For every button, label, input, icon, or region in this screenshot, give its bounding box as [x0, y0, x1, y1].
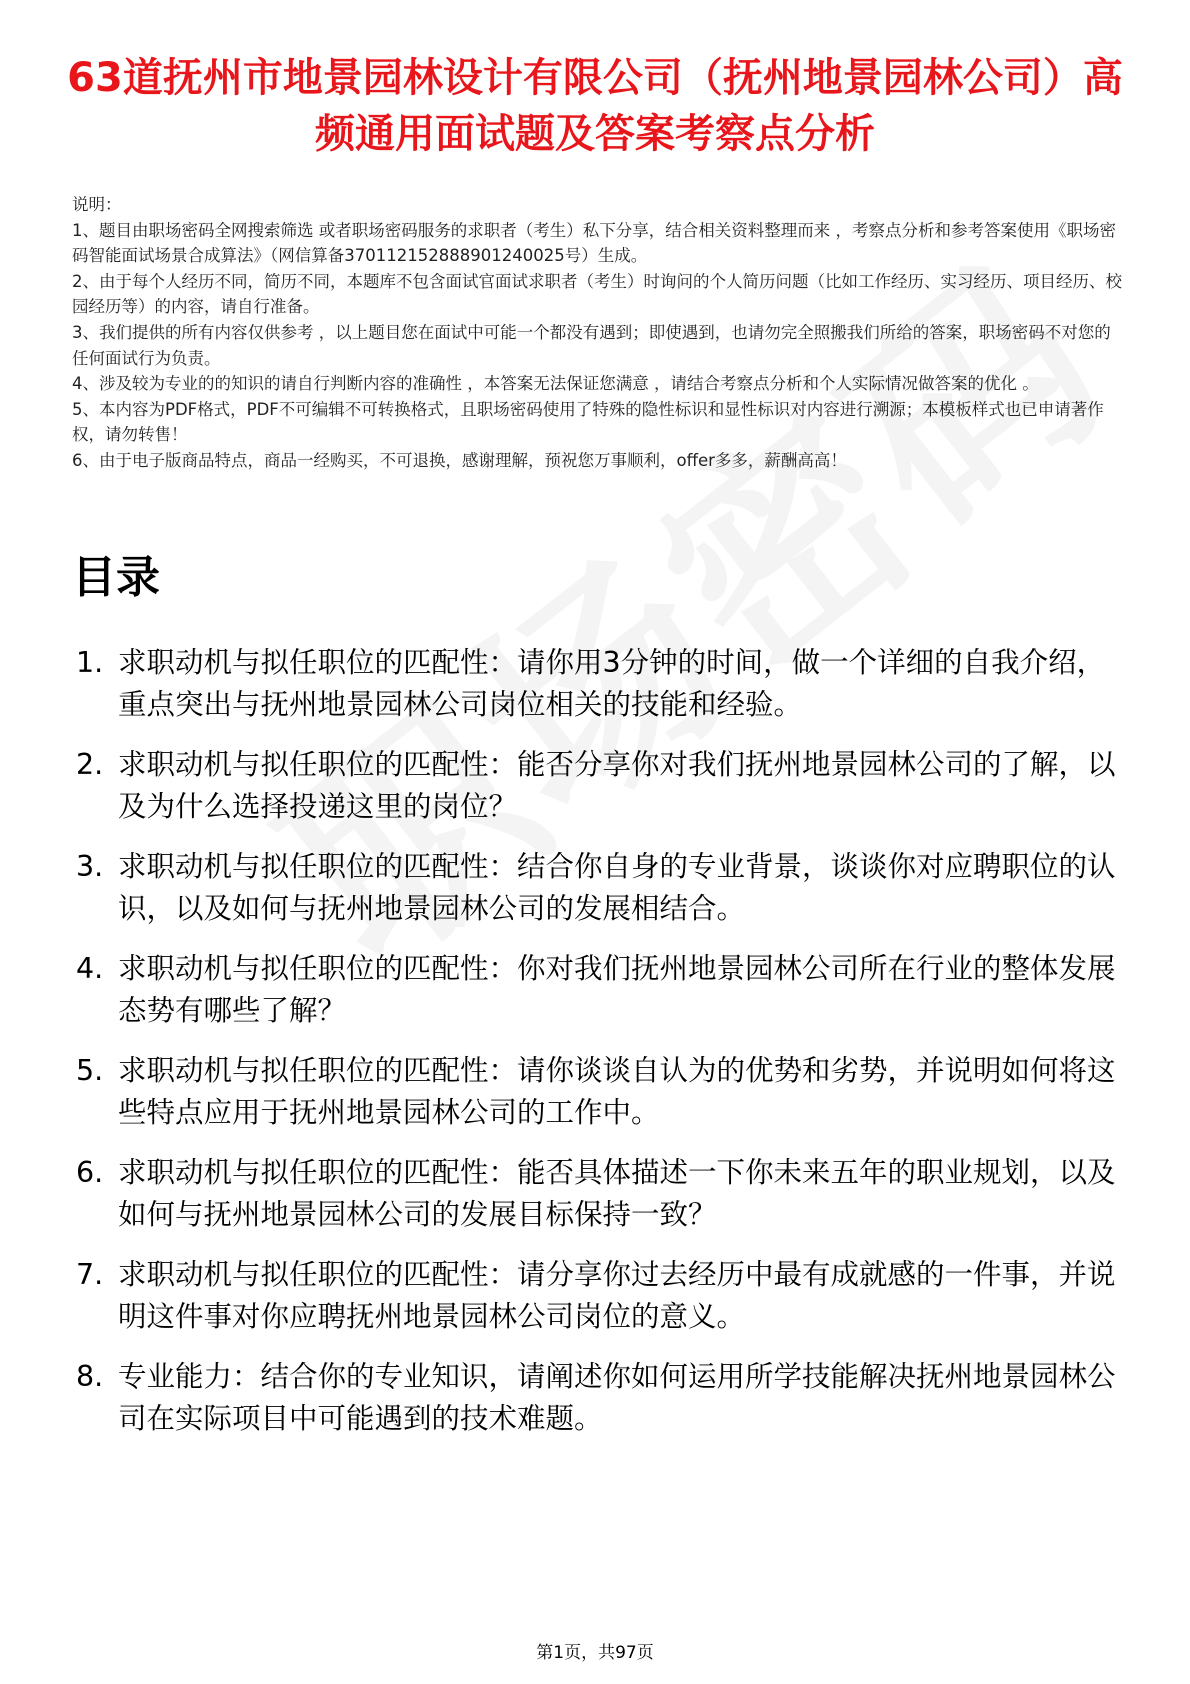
toc-item-number: 3. [76, 850, 104, 883]
toc-item[interactable] [72, 1152, 1132, 1236]
toc-heading: 目录 [72, 552, 160, 603]
notes-heading: 说明： [72, 195, 122, 214]
toc-item-number: 5. [76, 1054, 104, 1087]
toc-item-number: 7. [76, 1258, 104, 1291]
toc-item-text: 求职动机与拟任职位的匹配性：请你谈谈自认为的优势和劣势，并说明如何将这些特点应用于抚州地景园林公司的工作中。 [118, 1054, 1116, 1129]
toc-list [72, 642, 1132, 1458]
notes-section [72, 192, 1122, 474]
toc-item[interactable] [72, 744, 1132, 828]
toc-item-number: 8. [76, 1360, 104, 1393]
toc-item[interactable] [72, 642, 1132, 726]
toc-item[interactable] [72, 1254, 1132, 1338]
note-item: 2、由于每个人经历不同，简历不同，本题库不包含面试官面试求职者（考生）时询问的个人简历问题（比如工作经历、实习经历、项目经历、校园经历等）的内容，请自行准备。 [72, 271, 1122, 317]
toc-item-text: 专业能力：结合你的专业知识，请阐述你如何运用所学技能解决抚州地景园林公司在实际项目中可能遇到的技术难题。 [118, 1360, 1116, 1435]
note-item: 6、由于电子版商品特点，商品一经购买，不可退换，感谢理解，预祝您万事顺利，offer多多，薪酬高高！ [72, 450, 847, 470]
note-item: 5、本内容为PDF格式，PDF不可编辑不可转换格式，且职场密码使用了特殊的隐性标识和显性标识对内容进行溯源；本模板样式也已申请著作权，请勿转售！ [72, 399, 1104, 445]
toc-item[interactable] [72, 1356, 1132, 1440]
toc-item-number: 6. [76, 1156, 104, 1189]
toc-item[interactable] [72, 846, 1132, 930]
note-item: 3、我们提供的所有内容仅供参考 ，以上题目您在面试中可能一个都没有遇到；即使遇到，也请勿完全照搬我们所给的答案，职场密码不对您的任何面试行为负责。 [72, 322, 1111, 368]
toc-item-number: 1. [76, 646, 104, 679]
toc-item-number: 2. [76, 748, 104, 781]
toc-item-text: 求职动机与拟任职位的匹配性：能否分享你对我们抚州地景园林公司的了解，以及为什么选择投递这里的岗位？ [118, 748, 1116, 823]
document-title: 63道抚州市地景园林设计有限公司（抚州地景园林公司）高频通用面试题及答案考察点分析 [67, 55, 1123, 157]
note-item: 4、涉及较为专业的的知识的请自行判断内容的准确性 ，本答案无法保证您满意 ，请结合考察点分析和个人实际情况做答案的优化 。 [72, 374, 1039, 394]
toc-item-text: 求职动机与拟任职位的匹配性：能否具体描述一下你未来五年的职业规划，以及如何与抚州地景园林公司的发展目标保持一致？ [118, 1156, 1116, 1231]
toc-item-text: 求职动机与拟任职位的匹配性：结合你自身的专业背景，谈谈你对应聘职位的认识，以及如何与抚州地景园林公司的发展相结合。 [118, 850, 1116, 925]
toc-item-text: 求职动机与拟任职位的匹配性：你对我们抚州地景园林公司所在行业的整体发展态势有哪些了解？ [118, 952, 1116, 1027]
toc-item-text: 求职动机与拟任职位的匹配性：请你用3分钟的时间，做一个详细的自我介绍，重点突出与抚州地景园林公司岗位相关的技能和经验。 [118, 646, 1106, 721]
note-item: 1、题目由职场密码全网搜索筛选 或者职场密码服务的求职者（考生）私下分享，结合相关资料整理而来 ，考察点分析和参考答案使用《职场密码智能面试场景合成算法》（网信算备370112152888901240025号）生成。 [72, 220, 1116, 266]
page-footer: 第1页，共97页 [536, 1643, 654, 1663]
toc-item[interactable] [72, 948, 1132, 1032]
toc-item[interactable] [72, 1050, 1132, 1134]
toc-item-number: 4. [76, 952, 104, 985]
toc-item-text: 求职动机与拟任职位的匹配性：请分享你过去经历中最有成就感的一件事，并说明这件事对你应聘抚州地景园林公司岗位的意义。 [118, 1258, 1116, 1333]
